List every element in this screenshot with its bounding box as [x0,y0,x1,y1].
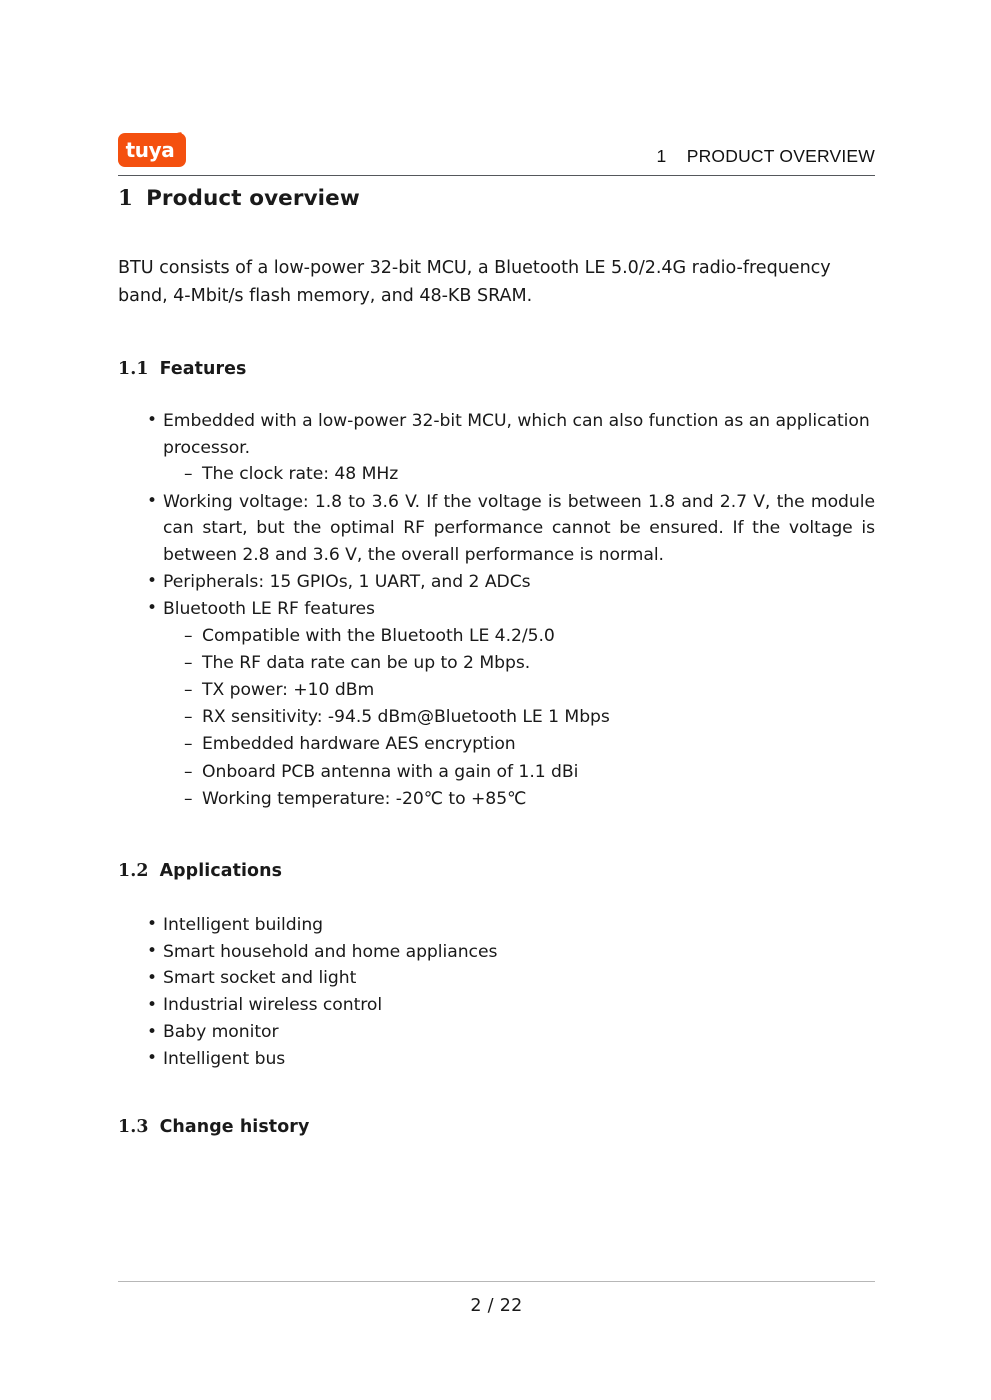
list-item: • Peripherals: 15 GPIOs, 1 UART, and 2 ADCs [118,569,875,596]
page-number: 2 / 22 [470,1296,523,1316]
rf-features-sublist [118,623,875,813]
list-item: – Onboard PCB antenna with a gain of 1.1 dBi [118,759,875,786]
features-list-continued [118,489,875,623]
section-heading-change-history [118,1117,875,1138]
chapter-heading [118,186,875,212]
tuya-logo [118,133,186,167]
page-footer [118,1281,875,1316]
list-item: • Baby monitor [118,1019,875,1046]
list-item: • Smart socket and light [118,965,875,992]
list-item: • Intelligent building [118,912,875,939]
list-item: • Industrial wireless control [118,992,875,1019]
list-item: – The clock rate: 48 MHz [118,461,875,488]
section-number-11: 1.1 [118,358,149,379]
list-item: • Intelligent bus [118,1046,875,1073]
section-number-12: 1.2 [118,860,149,881]
section-number-13: 1.3 [118,1116,149,1137]
document-body [118,186,875,1138]
section-title-change-history: Change history [159,1116,310,1137]
section-title-applications: Applications [159,860,283,881]
list-item: – RX sensitivity: -94.5 dBm@Bluetooth LE 1 Mbps [118,704,875,731]
list-item: – TX power: +10 dBm [118,677,875,704]
tuya-logo-wordmark: tuya [125,138,175,162]
list-item: • Smart household and home appliances [118,939,875,966]
clock-rate-sublist [118,461,875,488]
list-item: – Embedded hardware AES encryption [118,731,875,758]
applications-list [118,912,875,1073]
list-item: – The RF data rate can be up to 2 Mbps. [118,650,875,677]
section-heading-features [118,359,875,380]
list-item: • Working voltage: 1.8 to 3.6 V. If the voltage is between 1.8 and 2.7 V, the module can start, but the optimal RF performance cannot be ensured. If the voltage is between 2.8 and 3.6 V, the overall performance is normal. [118,489,875,569]
running-header-title: 1 PRODUCT OVERVIEW [656,146,875,166]
intro-paragraph: BTU consists of a low-power 32-bit MCU, a Bluetooth LE 5.0/2.4G radio-frequency band, 4-Mbit/s flash memory, and 48-KB SRAM. [118,257,831,307]
section-title-features: Features [159,358,247,379]
features-list [118,408,875,462]
list-item: – Compatible with the Bluetooth LE 4.2/5.0 [118,623,875,650]
chapter-number: 1 [118,186,134,211]
list-item: • Bluetooth LE RF features [118,596,875,623]
list-item: – Working temperature: -20℃ to +85℃ [118,786,875,813]
chapter-title-text: Product overview [146,186,360,211]
section-heading-applications [118,861,875,882]
page-header [118,120,875,176]
list-item: • Embedded with a low-power 32-bit MCU, which can also function as an application processor. [118,408,875,462]
signal-arc-icon [165,129,185,147]
